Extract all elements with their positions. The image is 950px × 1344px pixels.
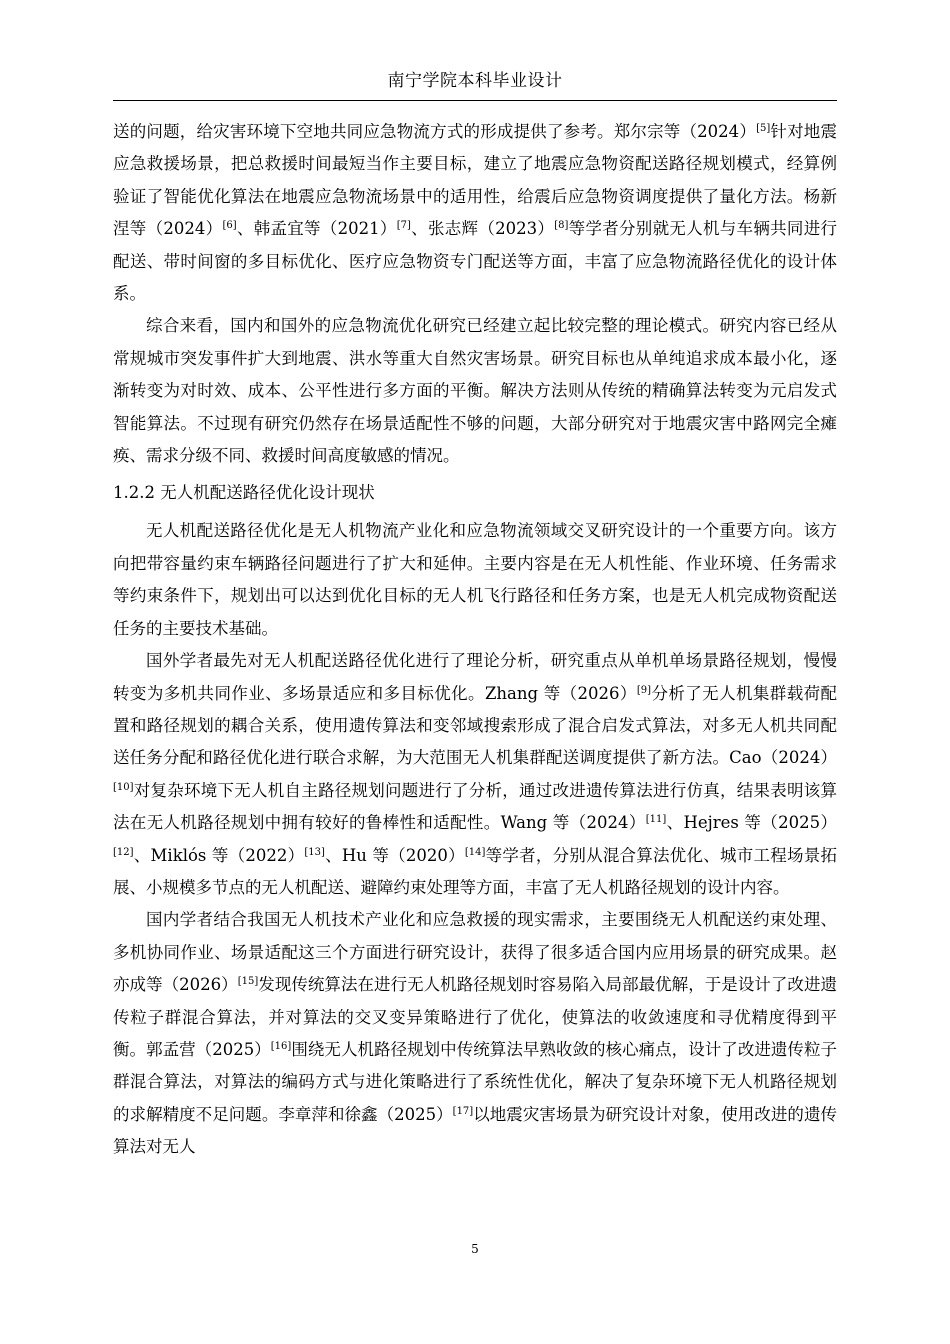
text-run: 等学者分别就无人机与车辆共同进行配送、带时间窗的多目标优化、医疗应急物资专门配送等方面，丰富了应急物流路径优化的设计体系。 bbox=[113, 219, 837, 304]
text-run: 送的问题，给灾害环境下空地共同应急物流方式的形成提供了参考。郑尔宗等（2024） bbox=[113, 122, 757, 141]
text-run: 、张志辉（2023） bbox=[410, 219, 555, 239]
text-run: 针对地震应急救援场景，把总救援时间最短当作主要目标，建立了地震应急物资配送路径规划模式，经算例验证了智能优化算法在地震应急物流场景中的适用性，给震后应急物资调度提供了量化方法。杨新涅等（2024） bbox=[113, 122, 837, 239]
citation-marker: [6] bbox=[222, 220, 237, 232]
text-run: 、Hejres 等（2025） bbox=[666, 813, 837, 833]
body-text bbox=[113, 116, 837, 1164]
text-run: 发现传统算法在进行无人机路径规划时容易陷入局部最优解，于是设计了改进遗传粒子群混合算法，并对算法的交叉变异策略进行了优化，使算法的收敛速度和寻优精度得到平衡。郭孟营（2025） bbox=[113, 975, 838, 1059]
text-run: 无人机配送路径优化是无人机物流产业化和应急物流领域交叉研究设计的一个重要方向。该方向把带容量约束车辆路径问题进行了扩大和延伸。主要内容是在无人机性能、作业环境、任务需求等约束条件下，规划出可以达到优化目标的无人机飞行路径和任务方案，也是无人机完成物资配送任务的主要技术基础。 bbox=[113, 521, 837, 638]
text-run: 国外学者最先对无人机配送路径优化进行了理论分析，研究重点从单机单场景路径规划，慢慢转变为多机共同作业、多场景适应和多目标优化。Zhang 等（2026） bbox=[113, 651, 837, 703]
text-run: 国内学者结合我国无人机技术产业化和应急救援的现实需求，主要围绕无人机配送约束处理、多机协同作业、场景适配这三个方面进行研究设计，获得了很多适合国内应用场景的研究成果。赵亦成等（2026） bbox=[113, 910, 837, 995]
page-number: 5 bbox=[471, 1242, 479, 1256]
text-run: 围绕无人机路径规划中传统算法早熟收敛的核心痛点，设计了改进遗传粒子群混合算法，对算法的编码方式与进化策略进行了系统性优化，解决了复杂环境下无人机路径规划的求解精度不足问题。李章萍和徐鑫（2025） bbox=[113, 1039, 837, 1124]
text-run: 1.2.2 无人机配送路径优化设计现状 bbox=[113, 483, 375, 503]
page-footer bbox=[0, 1241, 950, 1257]
citation-marker: [10] bbox=[113, 781, 134, 793]
header-title: 南宁学院本科毕业设计 bbox=[387, 71, 563, 91]
citation-marker: [15] bbox=[237, 976, 259, 988]
text-run: 综合来看，国内和国外的应急物流优化研究已经建立起比较完整的理论模式。研究内容已经从常规城市突发事件扩大到地震、洪水等重大自然灾害场景。研究目标也从单纯追求成本最小化，逐渐转变为对时效、成本、公平性进行多方面的平衡。解决方法则从传统的精确算法转变为元启发式智能算法。不过现有研究仍然存在场景适配性不够的问题，大部分研究对于地震灾害中路网完全瘫痪、需求分级不同、救援时间高度敏感的情况。 bbox=[113, 316, 837, 466]
paragraph bbox=[113, 116, 837, 310]
text-run: 、Miklós 等（2022） bbox=[133, 845, 305, 865]
citation-marker: [16] bbox=[270, 1040, 292, 1052]
text-run: 以地震灾害场景为研究设计对象，使用改进的遗传算法对无人 bbox=[113, 1104, 837, 1157]
citation-marker: [9] bbox=[636, 684, 652, 696]
citation-marker: [17] bbox=[452, 1105, 474, 1117]
text-run: 、韩孟宜等（2021） bbox=[236, 219, 397, 239]
section-heading bbox=[113, 472, 837, 515]
citation-marker: [7] bbox=[396, 220, 411, 232]
text-run: 、Hu 等（2020） bbox=[324, 845, 465, 865]
citation-marker: [14] bbox=[464, 846, 486, 858]
text-run: 等学者，分别从混合算法优化、城市工程场景拓展、小规模多节点的无人机配送、避障约束处理等方面，丰富了无人机路径规划的设计内容。 bbox=[113, 845, 837, 897]
citation-marker: [5] bbox=[756, 123, 771, 134]
citation-marker: [13] bbox=[304, 846, 325, 858]
paragraph bbox=[113, 904, 837, 1163]
paragraph bbox=[113, 515, 837, 645]
text-run: 对复杂环境下无人机自主路径规划问题进行了分析，通过改进遗传算法进行仿真，结果表明该算法在无人机路径规划中拥有较好的鲁棒性和适配性。Wang 等（2024） bbox=[113, 780, 837, 833]
citation-marker: [11] bbox=[645, 814, 667, 826]
text-run: 分析了无人机集群载荷配置和路径规划的耦合关系，使用遗传算法和变邻域搜索形成了混合启发式算法，对多无人机共同配送任务分配和路径优化进行联合求解，为大范围无人机集群配送调度提供了新方法。Cao（2024） bbox=[113, 683, 838, 768]
page-header bbox=[113, 66, 837, 101]
paragraph bbox=[113, 310, 837, 472]
paragraph bbox=[113, 645, 837, 904]
citation-marker: [8] bbox=[554, 220, 569, 232]
citation-marker: [12] bbox=[113, 846, 134, 858]
